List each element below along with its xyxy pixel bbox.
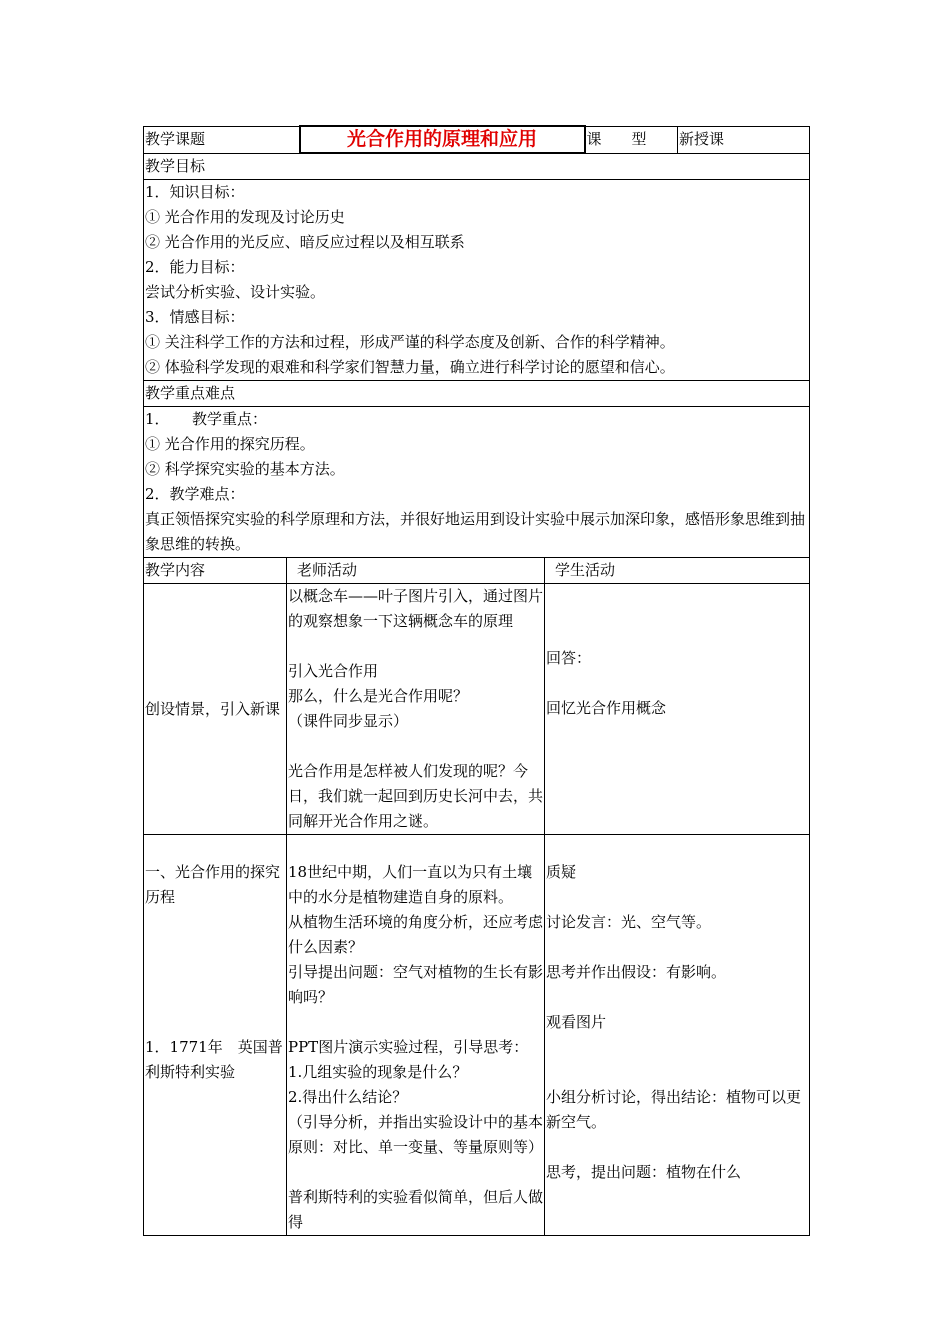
col-content-header: 教学内容: [144, 558, 287, 584]
teacher-line: PPT图片演示实验过程，引导思考：: [288, 1038, 529, 1056]
teacher-line: 那么，什么是光合作用呢？: [288, 687, 469, 705]
row2-content: [144, 835, 287, 1236]
student-line: 观看图片: [546, 1013, 607, 1031]
student-line: 讨论发言：光、空气等。: [546, 913, 712, 931]
key-point-line: 1． 教学重点：: [145, 410, 268, 428]
lesson-title: 光合作用的原理和应用: [300, 126, 585, 153]
objective-line: ① 光合作用的发现及讨论历史: [145, 208, 345, 226]
objective-line: 3．情感目标：: [145, 308, 245, 326]
key-point-line: ① 光合作用的探究历程。: [145, 435, 315, 453]
teacher-line: 2.得出什么结论？: [288, 1088, 408, 1106]
teacher-line: 引入光合作用: [288, 662, 379, 680]
row2-teacher: [287, 835, 545, 1236]
objective-line: ② 体验科学发现的艰难和科学家们智慧力量，确立进行科学讨论的愿望和信心。: [145, 358, 675, 376]
teacher-line: [288, 734, 543, 759]
student-line: 思考并作出假设：有影响。: [546, 963, 727, 981]
lesson-plan-page: [143, 125, 809, 1236]
teacher-line: （引导分析，并指出实验设计中的基本原则：对比、单一变量、等量原则等）: [288, 1113, 544, 1156]
teacher-line: [288, 1160, 543, 1185]
key-point-line: ② 科学探究实验的基本方法。: [145, 460, 345, 478]
row2-student: [545, 835, 810, 1236]
teacher-line: [288, 634, 543, 659]
key-points-heading-row: [144, 381, 810, 407]
teacher-line: 普利斯特利的实验看似简单，但后人做得: [288, 1188, 544, 1231]
content-text: 1．1771年 英国普利斯特利实验: [145, 1038, 283, 1081]
objectives-heading: 教学目标: [144, 153, 810, 180]
col-teacher-header: 老师活动: [287, 558, 545, 584]
row1-student: [545, 584, 810, 835]
teacher-line: 光合作用是怎样被人们发现的呢？今日，我们就一起回到历史长河中去，共同解开光合作用之谜。: [288, 762, 544, 830]
student-line: 回忆光合作用概念: [546, 699, 667, 717]
teacher-line: 从植物生活环境的角度分析，还应考虑什么因素？: [288, 913, 544, 956]
teacher-line: [288, 1010, 543, 1035]
type-value: 新授课: [678, 126, 810, 153]
teacher-line: 以概念车——叶子图片引入，通过图片的观察想象一下这辆概念车的原理: [288, 587, 544, 630]
key-points-heading: 教学重点难点: [144, 381, 810, 407]
key-points-body: [144, 407, 810, 558]
objective-line: ① 关注科学工作的方法和过程，形成严谨的科学态度及创新、合作的科学精神。: [145, 333, 675, 351]
objectives-heading-row: [144, 153, 810, 180]
student-line: 思考，提出问题：植物在什么: [546, 1163, 742, 1181]
objectives-body: [144, 180, 810, 381]
row1-content: [144, 584, 287, 835]
key-points-body-row: [144, 407, 810, 558]
topic-label: 教学课题: [144, 126, 300, 153]
objective-line: 2．能力目标：: [145, 258, 245, 276]
col-student-header: 学生活动: [545, 558, 810, 584]
objective-line: ② 光合作用的光反应、暗反应过程以及相互联系: [145, 233, 465, 251]
student-line: 小组分析讨论，得出结论：植物可以更新空气。: [546, 1088, 802, 1131]
key-point-line: 真正领悟探究实验的科学原理和方法，并很好地运用到设计实验中展示加深印象，感悟形象思维到抽象思维的转换。: [145, 510, 806, 553]
content-text: 一、光合作用的探究历程: [145, 863, 281, 906]
key-point-line: 2．教学难点：: [145, 485, 245, 503]
content-text: 创设情景，引入新课: [145, 699, 281, 718]
objective-line: 尝试分析实验、设计实验。: [145, 283, 326, 301]
student-line: 质疑: [546, 863, 577, 881]
columns-header-row: [144, 558, 810, 584]
header-row: [144, 126, 810, 153]
type-label: 课 型: [585, 126, 678, 153]
student-line: 回答：: [546, 649, 592, 667]
table-row: [144, 835, 810, 1236]
lesson-plan-table: [143, 125, 810, 1236]
teacher-line: 引导提出问题：空气对植物的生长有影响吗？: [288, 963, 544, 1006]
row1-teacher: [287, 584, 545, 835]
objective-line: 1．知识目标：: [145, 183, 245, 201]
teacher-line: 1.几组实验的现象是什么？: [288, 1063, 468, 1081]
objectives-body-row: [144, 180, 810, 381]
teacher-line: （课件同步显示）: [288, 712, 409, 730]
teacher-line: 18世纪中期，人们一直以为只有土壤中的水分是植物建造自身的原料。: [288, 863, 533, 906]
table-row: [144, 584, 810, 835]
